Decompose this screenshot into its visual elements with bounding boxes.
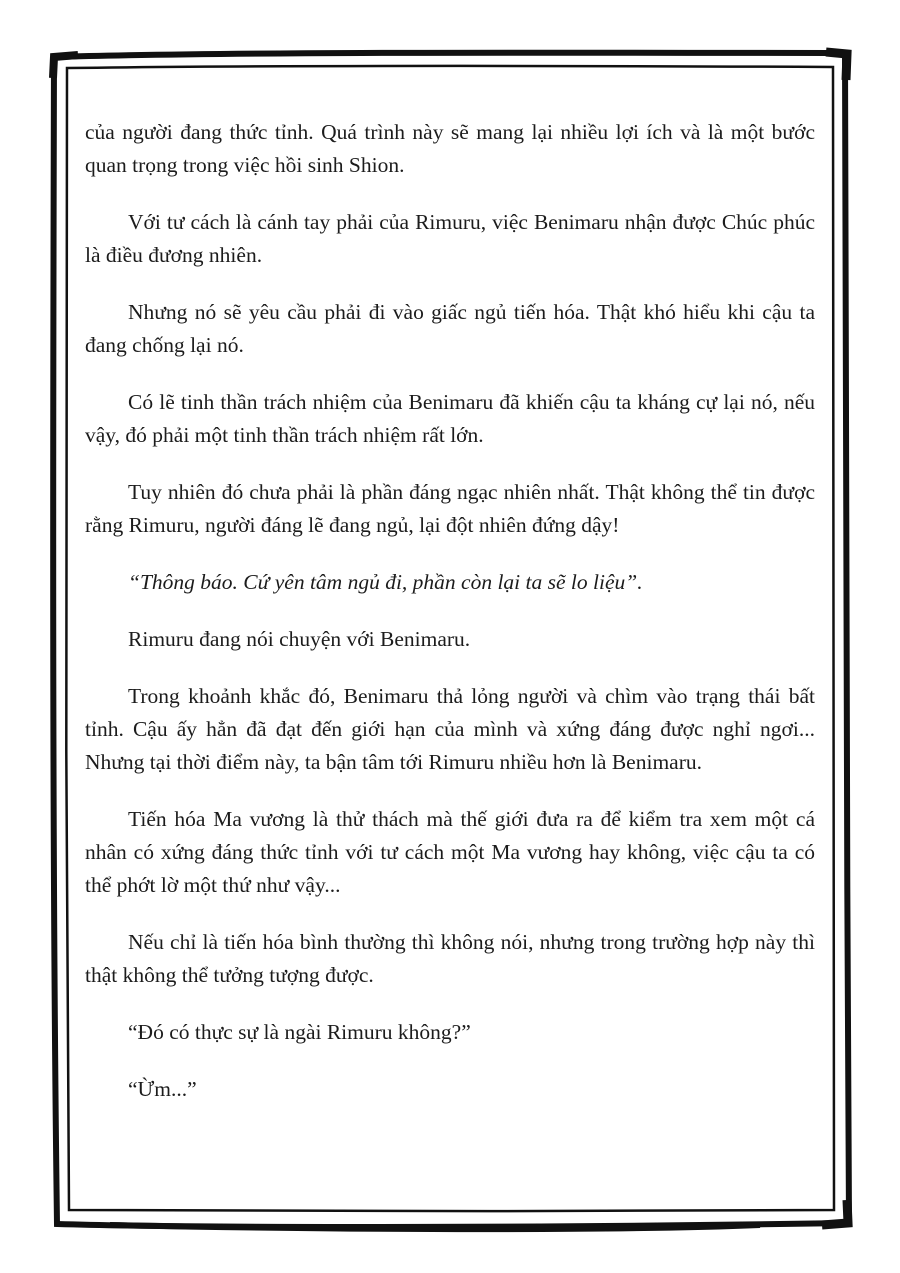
frame-corner-accent-bottom-right <box>822 1200 848 1225</box>
paragraph: Trong khoảnh khắc đó, Benimaru thả lỏng người và chìm vào trạng thái bất tỉnh. Cậu ấy hẳn đã đạt đến giới hạn của mình và xứng đáng được nghỉ ngơi... Nhưng tại thời điểm này, ta bận tâm tới Rimuru nhiều hơn là Benimaru. <box>85 684 815 774</box>
paragraph: Tuy nhiên đó chưa phải là phần đáng ngạc nhiên nhất. Thật không thể tin được rằng Rimuru, người đáng lẽ đang ngủ, lại đột nhiên đứng dậy! <box>85 480 815 537</box>
paragraph: Nếu chỉ là tiến hóa bình thường thì không nói, nhưng trong trường hợp này thì thật không thể tưởng tượng được. <box>85 930 815 987</box>
paragraph: của người đang thức tỉnh. Quá trình này sẽ mang lại nhiều lợi ích và là một bước quan trọng trong việc hồi sinh Shion. <box>85 120 815 177</box>
frame-corner-accent-top-right <box>826 52 847 80</box>
paragraph: Rimuru đang nói chuyện với Benimaru. <box>128 627 471 651</box>
frame-bottom-bulge <box>110 1225 760 1229</box>
paragraph: “Ừm...” <box>128 1077 197 1101</box>
paragraph: Tiến hóa Ma vương là thử thách mà thế giới đưa ra để kiểm tra xem một cá nhân có xứng đáng thức tỉnh với tư cách một Ma vương hay không, việc cậu ta có thể phớt lờ một thứ như vậy... <box>85 807 815 897</box>
page-text <box>85 116 815 1130</box>
paragraph: “Đó có thực sự là ngài Rimuru không?” <box>128 1020 471 1044</box>
frame-corner-accent-top-left <box>53 55 78 78</box>
paragraph: Với tư cách là cánh tay phải của Rimuru, việc Benimaru nhận được Chúc phúc là điều đương nhiên. <box>85 210 815 267</box>
paragraph: Có lẽ tinh thần trách nhiệm của Benimaru đã khiến cậu ta kháng cự lại nó, nếu vậy, đó phải một tinh thần trách nhiệm rất lớn. <box>85 390 815 447</box>
paragraph: Nhưng nó sẽ yêu cầu phải đi vào giấc ngủ tiến hóa. Thật khó hiểu khi cậu ta đang chống lại nó. <box>85 300 815 357</box>
dialogue-line: “Thông báo. Cứ yên tâm ngủ đi, phần còn lại ta sẽ lo liệu”. <box>128 570 643 594</box>
